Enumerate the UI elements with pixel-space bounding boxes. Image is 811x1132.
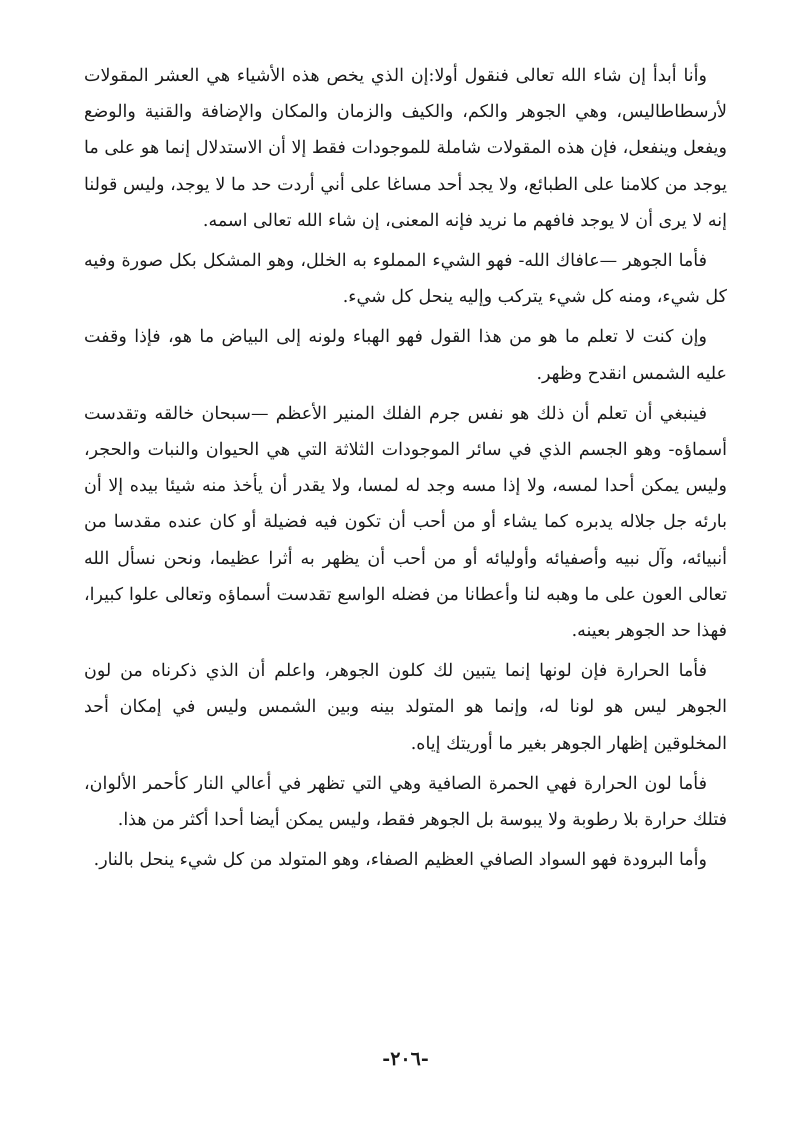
paragraph: وأنا أبدأ إن شاء الله تعالى فنقول أولا:إن الذي يخص هذه الأشياء هي العشر المقولات لأرسطاطاليس، وهي الجوهر والكم، والكيف والزمان والمكان والإضافة والقنية والوضع ويفعل وينفعل، فإن هذه المقولات شاملة للموجودات فقط إلا أن الاستدلال إنما هو على ما يوجد من كلامنا على الطبائع، ولا يجد أحد مساغا على أني أردت حد ما لا يوجد، وليس قولنا إنه لا يرى أن لا يوجد فافهم ما نريد فإنه المعنى، إن شاء الله تعالى اسمه. [84,66,727,231]
paragraph: فينبغي أن تعلم أن ذلك هو نفس جرم الفلك المنير الأعظم —سبحان خالقه وتقدست أسماؤه- وهو الجسم الذي في سائر الموجودات الثلاثة التي هي الحيوان والنبات والحجر، وليس يمكن أحدا لمسه، ولا إذا مسه وجد له لمسا، ولا يقدر أن يأخذ منه شيئا بيده إلا أن بارئه جل جلاله يدبره كما يشاء أو من أحب أن تكون فيه فضيلة أو كان عنده مقدسا من أنبيائه، وآل نبيه وأصفيائه وأوليائه أو من أحب أن يظهر به أثرا عظيما، ونحن نسأل الله تعالى العون على ما وهبه لنا وأعطانا من فضله الواسع تقدست أسماؤه وتعالى علوا كبيرا، فهذا حد الجوهر بعينه. [84,403,727,642]
paragraph: فأما لون الحرارة فهي الحمرة الصافية وهي التي تظهر في أعالي النار كأحمر الألوان، فتلك حرارة بلا رطوبة ولا يبوسة بل الجوهر فقط، وليس يمكن أيضا أحدا أكثر من هذا. [84,773,727,831]
document-page [84,58,727,1072]
paragraph: فأما الجوهر —عافاك الله- فهو الشيء المملوء به الخلل، وهو المشكل بكل صورة وفيه كل شيء، ومنه كل شيء يتركب وإليه ينحل كل شيء. [84,251,727,308]
paragraph: فأما الحرارة فإن لونها إنما يتبين لك كلون الجوهر، واعلم أن الذي ذكرناه من لون الجوهر ليس هو لونا له، وإنما هو المتولد بينه وبين الشمس وليس في إمكان أحد المخلوقين إظهار الجوهر بغير ما أوريتك إياه. [84,661,727,754]
page-number: -٢٠٦- [382,1048,429,1070]
paragraph: وأما البرودة فهو السواد الصافي العظيم الصفاء، وهو المتولد من كل شيء ينحل بالنار. [93,850,707,871]
paragraph: وإن كنت لا تعلم ما هو من هذا القول فهو الهباء ولونه إلى البياض ما هو، فإذا وقفت عليه الشمس انقدح وظهر. [84,327,727,384]
body-text [84,58,727,878]
